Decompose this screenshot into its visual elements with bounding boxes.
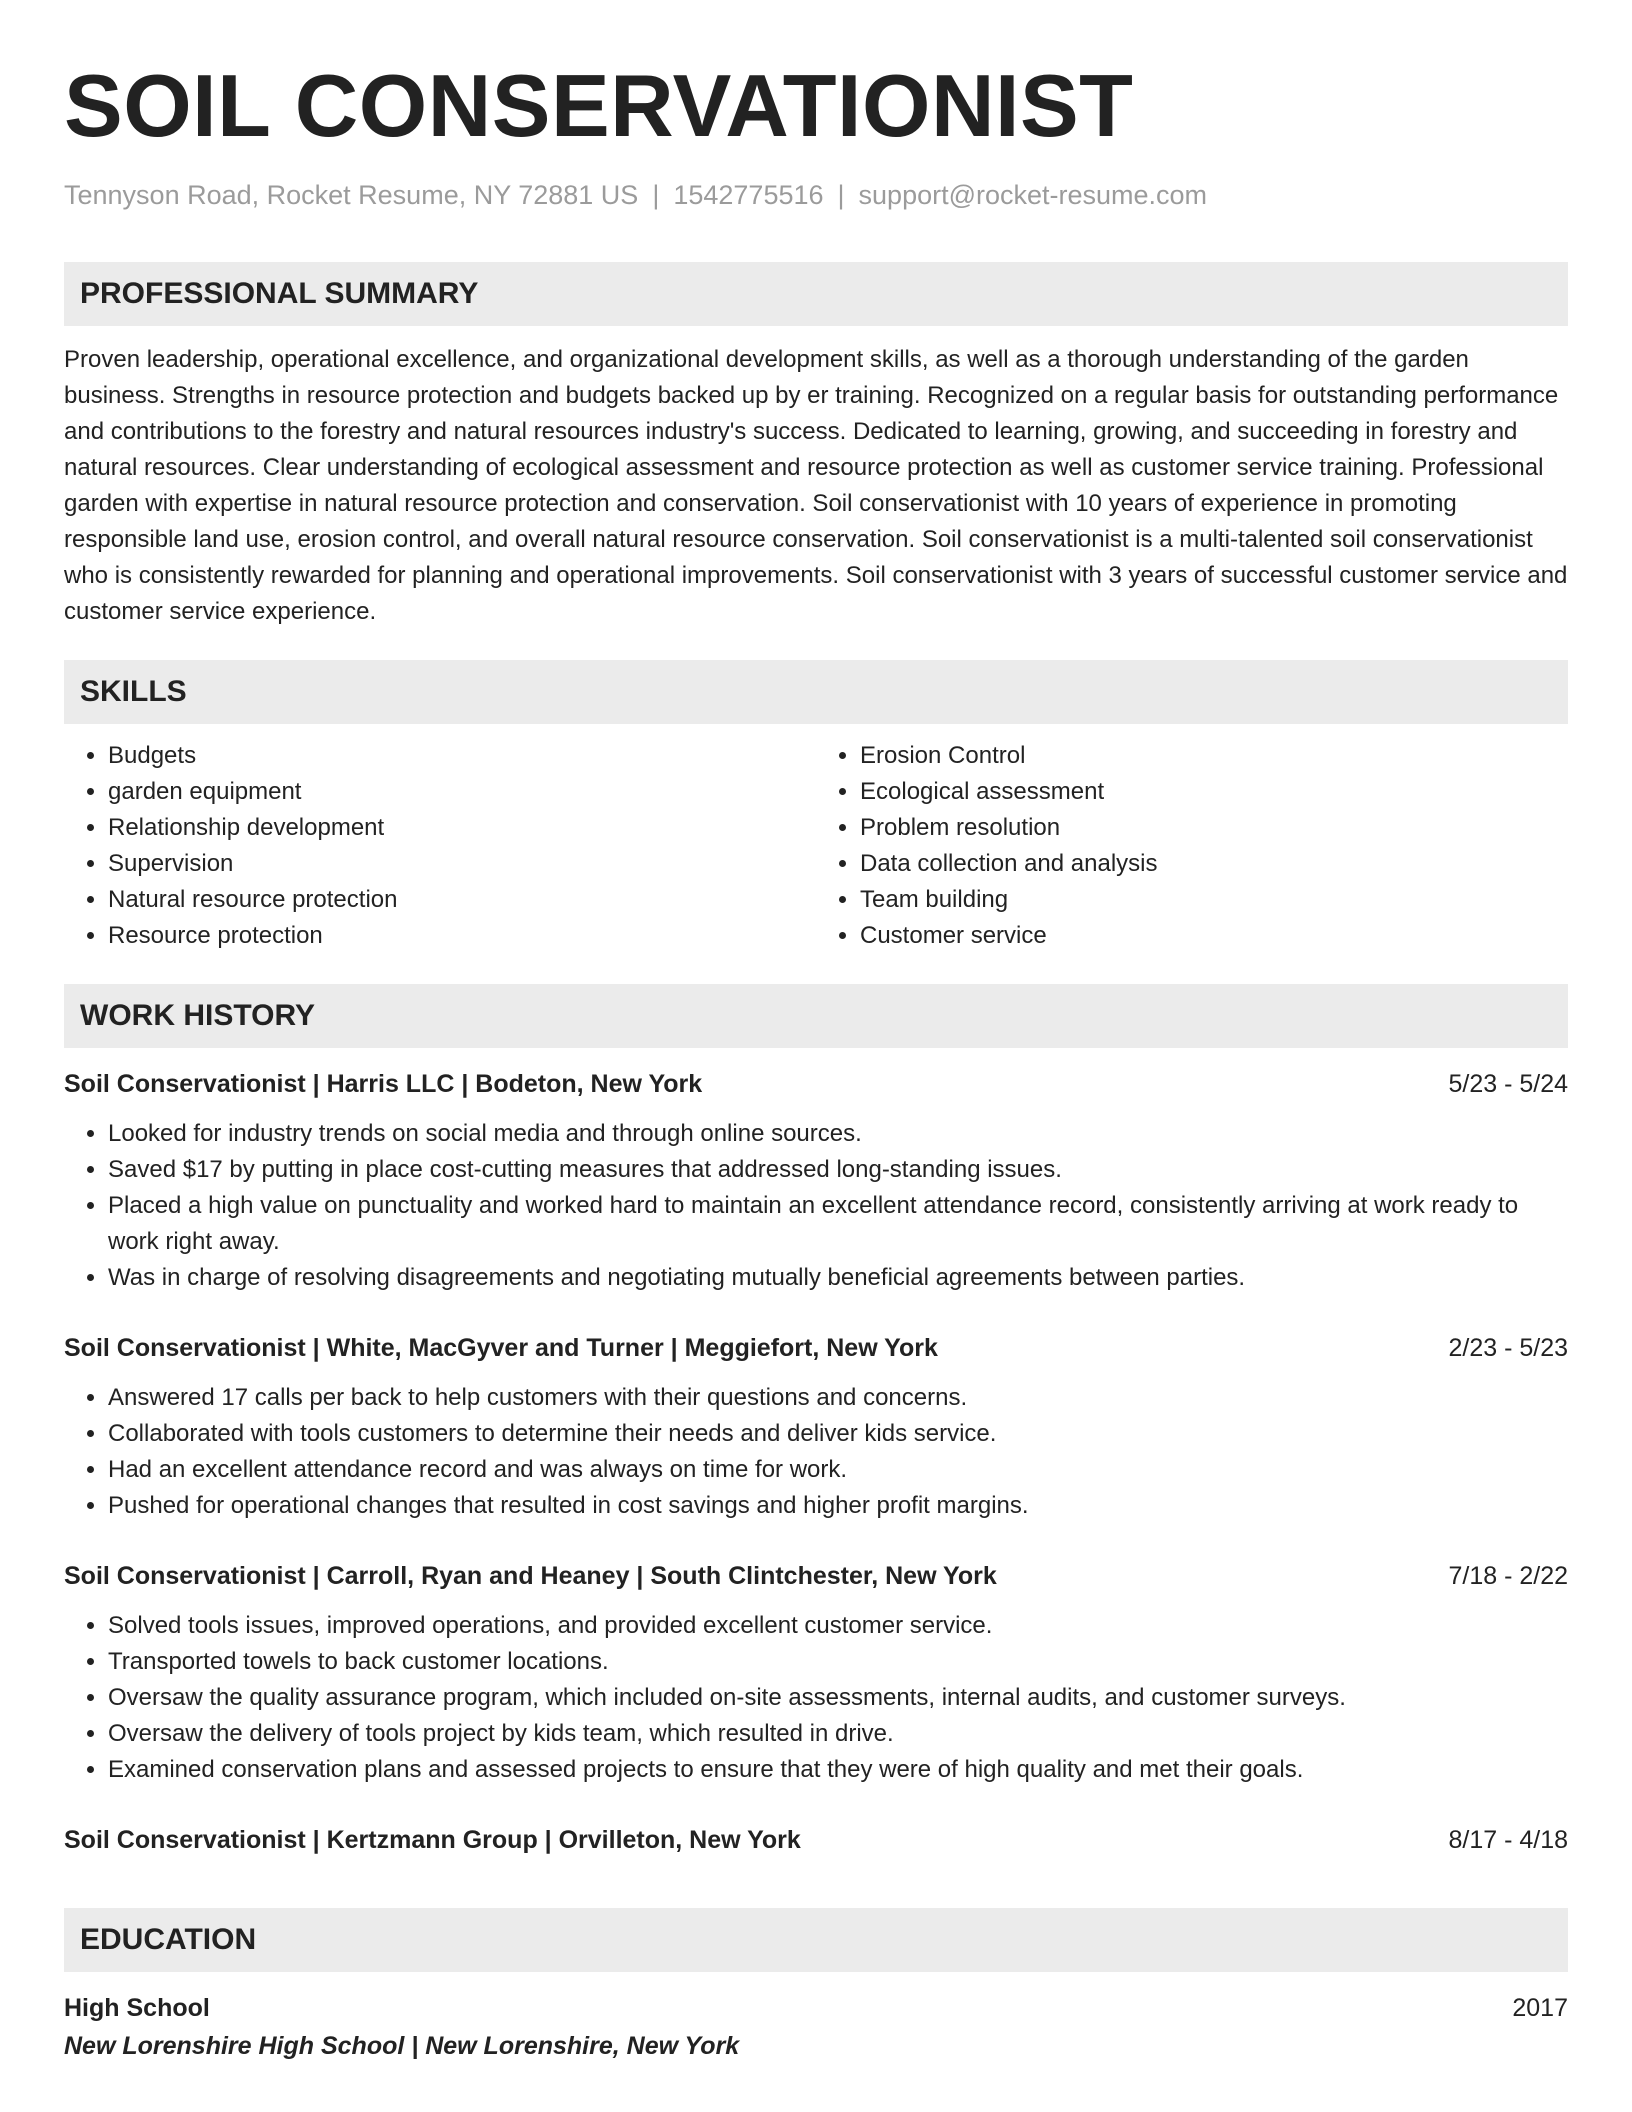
job-bullets <box>64 1608 1568 1788</box>
job-dates: 8/17 - 4/18 <box>1448 1826 1568 1854</box>
job-header <box>64 1558 1568 1594</box>
resume-name: SOIL CONSERVATIONIST <box>64 56 1134 155</box>
work-history-heading: WORK HISTORY <box>64 984 1568 1048</box>
skill-item: • Customer service <box>860 918 1568 954</box>
job-entry <box>64 1822 1568 1858</box>
job-bullets <box>64 1116 1568 1296</box>
contact-email: support@rocket-resume.com <box>858 180 1208 210</box>
job-entry <box>64 1558 1568 1788</box>
job-dates: 5/23 - 5/24 <box>1448 1070 1568 1098</box>
education-header <box>64 1990 1568 2026</box>
job-title: Soil Conservationist | White, MacGyver and Turner | Meggiefort, New York <box>64 1334 938 1362</box>
skill-item: • Data collection and analysis <box>860 846 1568 882</box>
skill-item: • Team building <box>860 882 1568 918</box>
skills-column-right <box>816 738 1568 954</box>
contact-separator: | <box>652 180 660 210</box>
contact-phone: 1542775516 <box>673 180 824 210</box>
job-bullet: • Examined conservation plans and assessed projects to ensure that they were of high quality and met their goals. <box>108 1752 1568 1788</box>
job-bullet: • Answered 17 calls per back to help customers with their questions and concerns. <box>108 1380 1568 1416</box>
skills-heading: SKILLS <box>64 660 1568 724</box>
summary-text: Proven leadership, operational excellence, and organizational development skills, as well as a thorough understanding of the garden business. Strengths in resource protection and budgets backed up by er training. Recognized on a regular basis for outstanding performance and contributions to the forestry and natural resources industry's success. Dedicated to learning, growing, and succeeding in forestry and natural resources. Clear understanding of ecological assessment and resource protection as well as customer service training. Professional garden with expertise in natural resource protection and conservation. Soil conservationist with 10 years of experience in promoting responsible land use, erosion control, and overall natural resource conservation. Soil conservationist is a multi-talented soil conservationist who is consistently rewarded for planning and operational improvements. Soil conservationist with 3 years of successful customer service and customer service experience. <box>64 346 1568 625</box>
job-title: Soil Conservationist | Kertzmann Group | Orvilleton, New York <box>64 1826 801 1854</box>
job-header <box>64 1066 1568 1102</box>
job-dates: 7/18 - 2/22 <box>1448 1562 1568 1590</box>
job-dates: 2/23 - 5/23 <box>1448 1334 1568 1362</box>
job-header <box>64 1822 1568 1858</box>
job-bullet: • Solved tools issues, improved operations, and provided excellent customer service. <box>108 1608 1568 1644</box>
skill-item: • Resource protection <box>108 918 816 954</box>
education-year: 2017 <box>1512 1994 1568 2022</box>
skill-item: • Erosion Control <box>860 738 1568 774</box>
skills-list <box>64 738 1568 954</box>
job-bullet: • Transported towels to back customer locations. <box>108 1644 1568 1680</box>
skill-item: • Budgets <box>108 738 816 774</box>
job-bullet: • Was in charge of resolving disagreements and negotiating mutually beneficial agreements between parties. <box>108 1260 1568 1296</box>
skill-item: • Ecological assessment <box>860 774 1568 810</box>
contact-separator: | <box>837 180 845 210</box>
skill-item: • garden equipment <box>108 774 816 810</box>
job-bullet: • Saved $17 by putting in place cost-cutting measures that addressed long-standing issues. <box>108 1152 1568 1188</box>
education-degree: High School <box>64 1994 210 2022</box>
job-title: Soil Conservationist | Harris LLC | Bodeton, New York <box>64 1070 703 1098</box>
contact-address: Tennyson Road, Rocket Resume, NY 72881 US <box>64 180 639 210</box>
job-entry <box>64 1330 1568 1524</box>
skills-column-left <box>64 738 816 954</box>
skill-item: • Relationship development <box>108 810 816 846</box>
education-entry <box>64 1990 1568 2066</box>
skill-item: • Natural resource protection <box>108 882 816 918</box>
job-bullet: • Collaborated with tools customers to determine their needs and deliver kids service. <box>108 1416 1568 1452</box>
job-bullet: • Looked for industry trends on social media and through online sources. <box>108 1116 1568 1152</box>
job-bullet: • Had an excellent attendance record and was always on time for work. <box>108 1452 1568 1488</box>
job-header <box>64 1330 1568 1366</box>
summary-heading: PROFESSIONAL SUMMARY <box>64 262 1568 326</box>
job-bullet: • Oversaw the delivery of tools project by kids team, which resulted in drive. <box>108 1716 1568 1752</box>
job-bullet: • Oversaw the quality assurance program, which included on-site assessments, internal audits, and customer surveys. <box>108 1680 1568 1716</box>
contact-line <box>64 178 1568 212</box>
job-bullet: • Placed a high value on punctuality and worked hard to maintain an excellent attendance record, consistently arriving at work ready to work right away. <box>108 1188 1568 1260</box>
education-school: New Lorenshire High School | New Lorenshire, New York <box>64 2032 740 2060</box>
job-title: Soil Conservationist | Carroll, Ryan and Heaney | South Clintchester, New York <box>64 1562 997 1590</box>
education-heading: EDUCATION <box>64 1908 1568 1972</box>
job-bullets <box>64 1380 1568 1524</box>
skill-item: • Supervision <box>108 846 816 882</box>
skill-item: • Problem resolution <box>860 810 1568 846</box>
job-bullet: • Pushed for operational changes that resulted in cost savings and higher profit margins. <box>108 1488 1568 1524</box>
job-entry <box>64 1066 1568 1296</box>
